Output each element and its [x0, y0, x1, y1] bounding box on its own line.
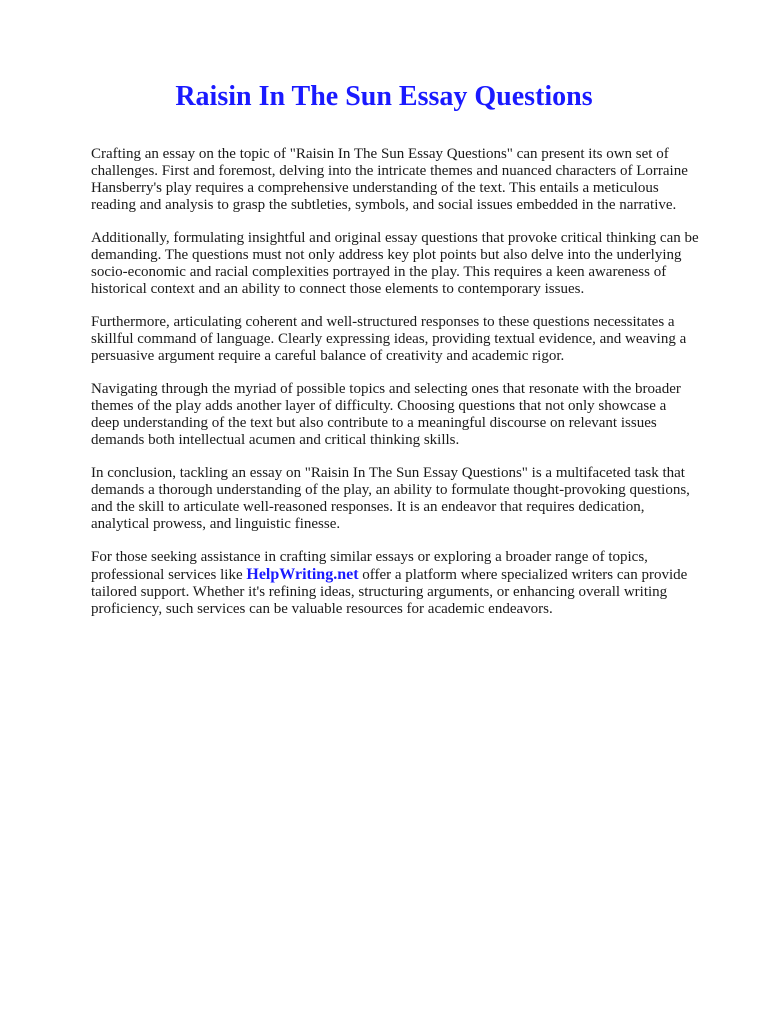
- text-line: Navigating through the myriad of possible topics and selecting ones that resonate with the broader: [91, 381, 681, 397]
- text-line: proficiency, such services can be valuable resources for academic endeavors.: [91, 601, 553, 617]
- text-line: Crafting an essay on the topic of "Raisin In The Sun Essay Questions" can present its own set of: [91, 146, 669, 162]
- paragraph-3: [91, 314, 723, 365]
- text-segment: professional services like: [91, 567, 247, 583]
- text-line: Additionally, formulating insightful and original essay questions that provoke critical thinking can be: [91, 230, 699, 246]
- text-line: and the skill to articulate well-reasoned responses. It is an endeavor that requires dedication,: [91, 499, 645, 515]
- text-line: For those seeking assistance in crafting similar essays or exploring a broader range of topics,: [91, 549, 648, 565]
- text-line: demands both intellectual acumen and critical thinking skills.: [91, 432, 460, 448]
- text-line: demands a thorough understanding of the play, an ability to formulate thought-provoking questions,: [91, 482, 690, 498]
- text-line: skillful command of language. Clearly expressing ideas, providing textual evidence, and weaving a: [91, 331, 687, 347]
- text-line: challenges. First and foremost, delving into the intricate themes and nuanced characters of Lorraine: [91, 163, 688, 179]
- text-line: persuasive argument require a careful balance of creativity and academic rigor.: [91, 348, 565, 364]
- paragraph-5: [91, 465, 723, 533]
- text-line: In conclusion, tackling an essay on "Raisin In The Sun Essay Questions" is a multifaceted task that: [91, 465, 685, 481]
- page-title: Raisin In The Sun Essay Questions: [175, 81, 593, 112]
- text-line: socio-economic and racial complexities portrayed in the play. This requires a keen awareness of: [91, 264, 667, 280]
- paragraph-6: [91, 549, 723, 618]
- text-line: themes of the play adds another layer of difficulty. Choosing questions that not only showcase a: [91, 398, 667, 414]
- text-line-with-link: [91, 566, 723, 584]
- text-segment: offer a platform where specialized writers can provide: [358, 567, 688, 583]
- text-line: Hansberry's play requires a comprehensive understanding of the text. This entails a meticulous: [91, 180, 659, 196]
- text-line: reading and analysis to grasp the subtleties, symbols, and social issues embedded in the narrative.: [91, 197, 677, 213]
- text-line: historical context and an ability to connect those elements to contemporary issues.: [91, 281, 585, 297]
- text-line: Furthermore, articulating coherent and well-structured responses to these questions necessitates a: [91, 314, 675, 330]
- text-line: deep understanding of the text but also contribute to a meaningful discourse on relevant issues: [91, 415, 657, 431]
- helpwriting-link[interactable]: HelpWriting.net: [246, 566, 359, 583]
- paragraph-4: [91, 381, 723, 449]
- text-line: demanding. The questions must not only address key plot points but also delve into the underlying: [91, 247, 682, 263]
- essay-body: [91, 146, 723, 634]
- paragraph-1: [91, 146, 723, 214]
- text-line: analytical prowess, and linguistic finesse.: [91, 516, 341, 532]
- text-line: tailored support. Whether it's refining ideas, structuring arguments, or enhancing overall writing: [91, 584, 668, 600]
- paragraph-2: [91, 230, 723, 298]
